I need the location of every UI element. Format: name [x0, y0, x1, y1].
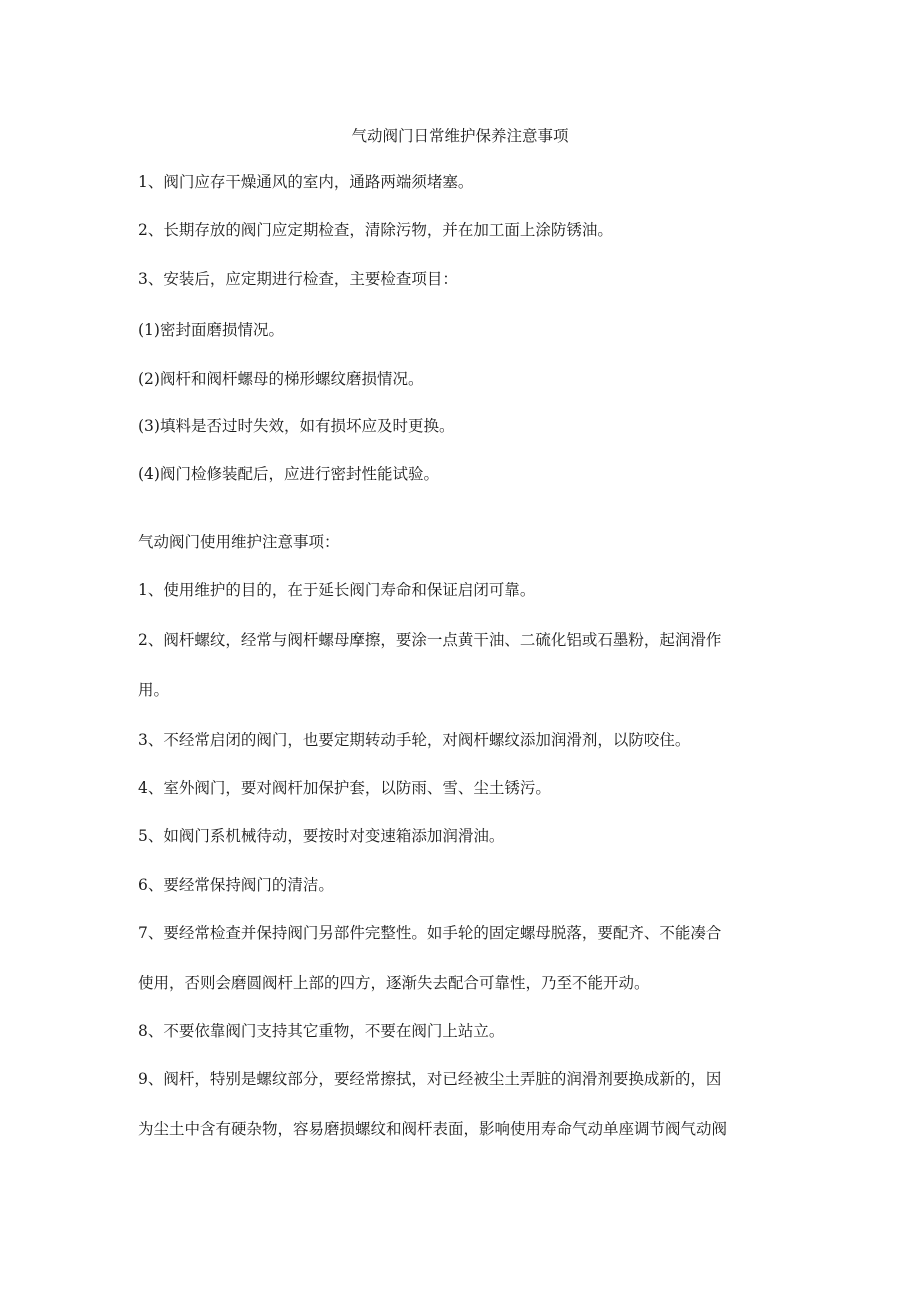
- usage-line: 5、如阀门系机械待动，要按时对变速箱添加润滑油。: [138, 827, 505, 845]
- usage-line: 2、阀杆螺纹，经常与阀杆螺母摩擦，要涂一点黄干油、二硫化铝或石墨粉，起润滑作: [138, 631, 722, 649]
- inspection-subitem-1: (1)密封面磨损情况。: [138, 321, 284, 339]
- usage-line: 用。: [138, 681, 170, 699]
- inspection-subitem-4: (4)阀门检修装配后，应进行密封性能试验。: [138, 465, 439, 483]
- usage-line: 4、室外阀门，要对阀杆加保护套，以防雨、雪、尘土锈污。: [138, 779, 551, 797]
- section-heading: 气动阀门使用维护注意事项：: [138, 533, 340, 551]
- usage-line: 3、不经常启闭的阀门，也要定期转动手轮，对阀杆螺纹添加润滑剂，以防咬住。: [138, 731, 691, 749]
- usage-line: 为尘土中含有硬杂物，容易磨损螺纹和阀杆表面，影响使用寿命气动单座调节阀气动阀: [138, 1120, 728, 1138]
- maintenance-item-3: 3、安装后，应定期进行检查，主要检查项目：: [138, 270, 458, 288]
- inspection-subitem-2: (2)阀杆和阀杆螺母的梯形螺纹磨损情况。: [138, 370, 424, 388]
- maintenance-item-2: 2、长期存放的阀门应定期检查，清除污物，并在加工面上涂防锈油。: [138, 221, 613, 239]
- usage-line: 8、不要依靠阀门支持其它重物，不要在阀门上站立。: [138, 1022, 505, 1040]
- inspection-subitem-3: (3)填料是否过时失效，如有损坏应及时更换。: [138, 417, 455, 435]
- usage-line: 使用，否则会磨圆阀杆上部的四方，逐渐失去配合可靠性，乃至不能开动。: [138, 974, 650, 992]
- document-title: 气动阀门日常维护保养注意事项: [351, 127, 569, 145]
- usage-line: 7、要经常检查并保持阀门另部件完整性。如手轮的固定螺母脱落，要配齐、不能凑合: [138, 924, 722, 942]
- usage-line: 9、阀杆，特别是螺纹部分，要经常擦拭，对已经被尘土弄脏的润滑剂要换成新的，因: [138, 1070, 722, 1088]
- usage-line: 6、要经常保持阀门的清洁。: [138, 876, 334, 894]
- usage-line: 1、使用维护的目的，在于延长阀门寿命和保证启闭可靠。: [138, 581, 536, 599]
- maintenance-item-1: 1、阀门应存干燥通风的室内，通路两端须堵塞。: [138, 173, 474, 191]
